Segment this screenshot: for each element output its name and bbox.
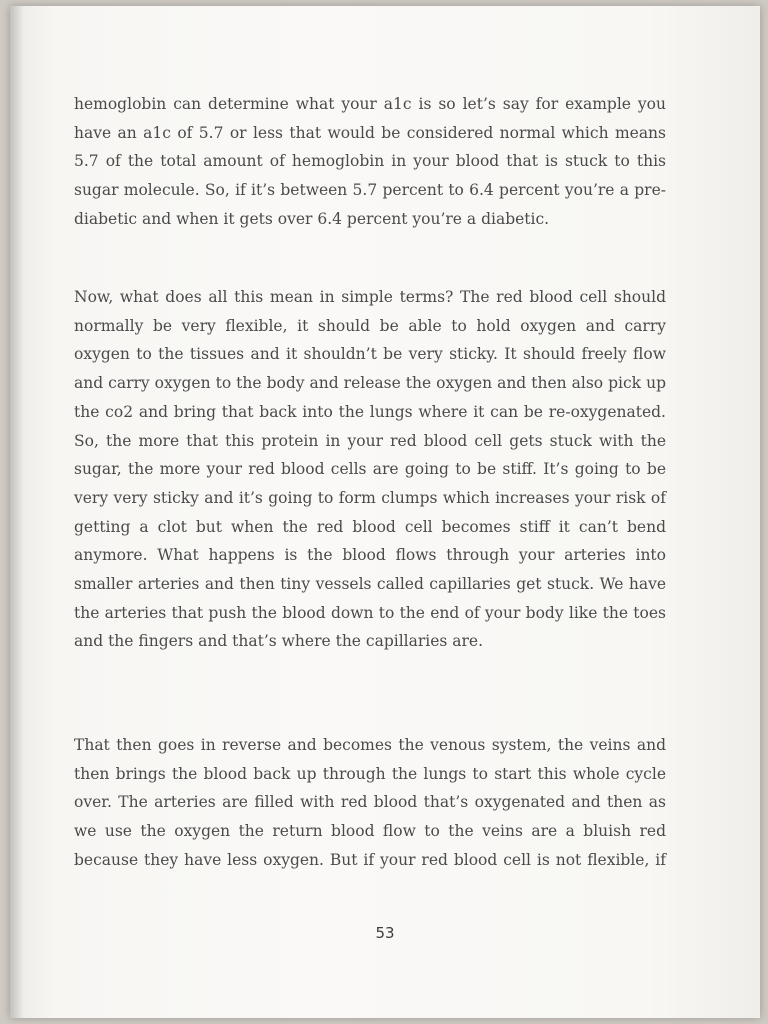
gutter-shadow: [10, 6, 24, 1018]
page-number: 53: [375, 924, 395, 942]
book-page: [10, 6, 760, 1018]
paragraph-1: hemoglobin can determine what your a1c is so let’s say for example you have an a1c of 5.7 or less that would be considered normal which means 5.7 of the total amount of hemoglobin in your blood that is stuck to this sugar molecule. So, if it’s between 5.7 percent to 6.4 percent you’re a pre-diabetic and when it gets over 6.4 percent you’re a diabetic.: [74, 95, 666, 228]
paragraph-2: Now, what does all this mean in simple terms? The red blood cell should normally be very flexible, it should be able to hold oxygen and carry oxygen to the tissues and it shouldn’t be very sticky. It should freely flow and carry oxygen to the body and release the oxygen and then also pick up the co2 and bring that back into the lungs where it can be re-oxygenated. So, the more that this protein in your red blood cell gets stuck with the sugar, the more your red blood cells are going to be stiff. It’s going to be very very sticky and it’s going to form clumps which increases your risk of getting a clot but when the red blood cell becomes stiff it can’t bend anymore. What happens is the blood flows through your arteries into smaller arteries and then tiny vessels called capillaries get stuck. We have the arteries that push the blood down to the end of your body like the toes and the fingers and that’s where the capillaries are.: [74, 288, 666, 651]
paragraph-3: That then goes in reverse and becomes the venous system, the veins and then brings the blood back up through the lungs to start this whole cycle over. The arteries are filled with red blood that’s oxygenated and then as we use the oxygen the return blood flow to the veins are a bluish red because they have less oxygen. But if your red blood cell is not flexible, if: [74, 736, 666, 869]
